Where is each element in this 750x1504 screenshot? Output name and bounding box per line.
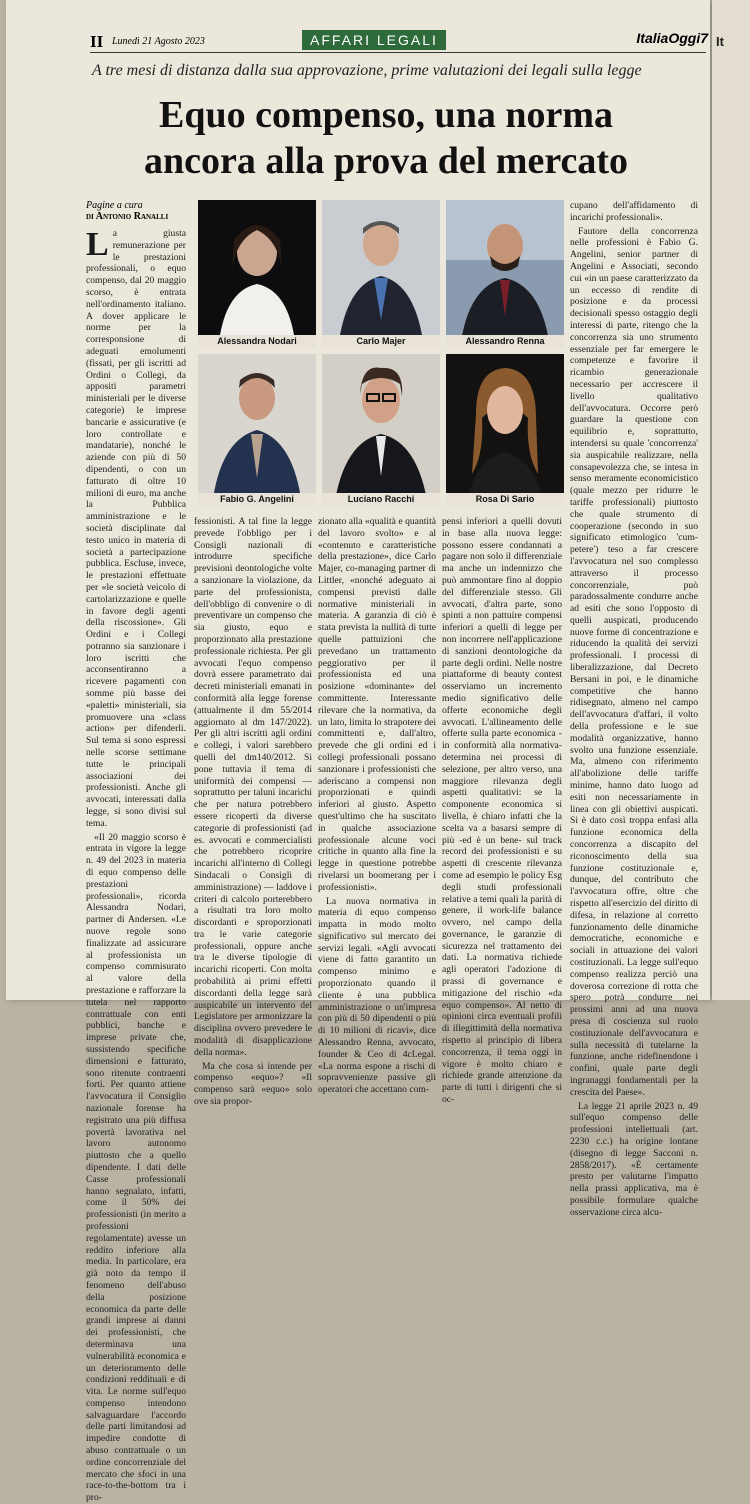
column-4-paragraph-1: pensi inferiori a quelli dovuti in base alla nuova legge: possono essere condannati a pagare non solo il differenziale ma anche un indennizzo che può ammontare fino al doppio del differenziale stesso. Gli avvocati, d'altra parte, sono spinti a non pattuire compensi inferiori a quelli di legge per non incorrere nell'applicazione di sanzioni deontologiche da parte degli ordini. Nelle nostre piattaforme di beauty contest osserviamo un incremento medio significativo delle offerte economiche degli avvocati. L'allineamento delle offerte sulla parte economica - in conformità alla normativa- determina nei processi di selezione, per altro verso, una maggiore rilevanza degli aspetti qualitativi: se la componente economica si livella, è chiaro infatti che la scelta va a basarsi sempre di più -ed è un bene- sul track record dei professionisti e su aspetti di crescente rilevanza come ad esempio le policy Esg degli studi professionali relative a temi quali la parità di genere, il work-life balance ovvero, nel campo della governance, le garanzie di sicurezza nel trattamento dei dati. La normativa richiede agli operatori l'adozione di prassi di governance e mitigazione del rischio «da equo compenso». Al netto di opinioni circa eventuali profili di illegittimità della normativa rispetto al principio di libera concorrenza, il tema oggi in vigore è molto chiaro e richiede grande attenzione da parte di tutti i dirigenti che si oc- [442,516,562,1106]
page-number: II [90,32,104,51]
column-5-paragraph-3: La legge 21 aprile 2023 n. 49 sull'equo compenso delle professioni intellettuali (art. 2230 c.c.) ha origine lontane (disegno di legge Sacconi n. 2858/2017). «È certamente presto per valutarne l'impatto nella prassi applicativa, ma è possibile formulare qualche osservazione circa alcu- [570,1100,698,1218]
article-kicker: A tre mesi di distanza dalla sua approvazione, prime valutazioni dei legali sulla legge [92,62,642,79]
portrait-image [446,354,564,506]
portrait-image [322,200,440,348]
next-page-brand: It [716,34,724,49]
header-rule [90,52,706,53]
photo-carlo-majer [322,200,440,348]
column-3-paragraph-2: La nuova normativa in materia di equo compenso impatta in modo molto significativo sul mercato dei servizi legali. «Agli avvocati viene di fatto garantito un compenso minimo e proporzionato quando il cliente è una pubblica amministrazione o un'impresa con più di 50 dipendenti o più di 10 milioni di ricavi», dice Alessandro Renna, avvocato, founder & Ceo di 4cLegal. «La norma espone a rischi di sopravvenienze passive gli operatori che accettano com- [318,895,436,1096]
photo-caption: Luciano Racchi [322,493,440,506]
article-headline [86,92,686,184]
page-header [84,30,710,52]
column-2-paragraph-1: fessionisti. A tal fine la legge prevede l'obbligo per i Consigli nazionali di introdurre specifiche previsioni deontologiche volte a sanzionare la violazione, da parte del professionista, dell'obbligo di convenire o di preventivare un compenso che sia giusto, equo e proporzionato alla prestazione professionale richiesta. Per gli avvocati l'equo compenso dovrà essere parametrato dai decreti ministeriali emanati in conformità alla legge forense (attualmente il dm 55/2014 aggiornato al dm 147/2022). Per gli altri iscritti agli ordini e collegi, i valori sarebbero quelli del dm140/2012. Si pone tuttavia il tema di uniformità dei compensi — soprattutto per taluni incarichi che per natura potrebbero essere ricoperti da diverse categorie di professionisti (ad es. avvocati e commercialisti che potrebbero ricoprire incarichi all'interno di Collegi Sindacali o Consigli di amministrazione) — laddove i criteri di calcolo porterebbero a risultati tra loro molto discordanti e sproporzionati tra le varie categorie professionali, oppure anche tra le diverse tipologie di incarichi ricoperti. Con molta probabilità ai primi effetti discordanti della legge sarà auspicabile un intervento del Legislatore per armonizzare la disciplina ovvero prevedere le modalità di disapplicazione della norma». [194,516,312,1058]
portrait-image [446,200,564,348]
column-3-paragraph-1: zionato alla «qualità e quantità del lavoro svolto» e al «contenuto e caratteristiche della prestazione», dice Carlo Majer, co-managing partner di Littler, «nonché adeguato ai compensi previsti dalle normative ministeriali in materia. A garanzia di ciò è stata prevista la nullità di tutte quelle pattuizioni che prevedano un trattamento peggiorativo per il professionista ed una posizione «dominante» del committente. Interessante rilevare che la normativa, da un lato, limita lo strapotere dei committenti e, dall'altro, prevede che gli ordini ed i collegi professionali possano sanzionare i professionisti che aderiscano a compensi non proporzionati e quindi inferiori al giusto. Aspetto quest'ultimo che ha suscitato in qualche associazione professionale alcune voci critiche in quanto alla fine la legge in questione potrebbe rivelarsi un boomerang per i professionisti». [318,516,436,893]
article-column-5 [570,200,698,1218]
column-1-paragraph-2: «Il 20 maggio scorso è entrata in vigore la legge n. 49 del 2023 in materia di equo compenso delle prestazioni professionali», ricorda Alessandra Nodari, partner di Andersen. «Le nuove regole sono finalizzate ad assicurare al professionista un compenso commisurato al valore della prestazione e rafforzare la tutela nel rapporto contrattuale con enti pubblici, banche e imprese private che, sussistendo specifiche dimensioni e fatturato, sono ritenute contraenti forti. Per quanto attiene l'avvocatura il Consiglio nazionale forense ha registrato una più diffusa povertà lavorativa nel lavoro autonomo piuttosto che a quello dipendente. I dati delle Casse professionali hanno segnalato, infatti, come il 50% dei professionisti (in merito a professioni regolamentate) avesse un reddito inferiore alla media. In particolare, era già noto da tempo il fenomeno dell'abuso della posizione economica da parte delle grandi imprese ai danni dei professionisti, che determinava una vulnerabilità economica e un deterioramento delle condizioni reddituali e di vita. Le norme sull'equo compenso intendono salvaguardare l'accordo delle parti limitandosi ad impedire condotte di abuso contrattuale o un ordine concorrenziale del mercato che sfoci in una race-to-the-bottom tra i pro- [86,831,186,1504]
column-5-paragraph-2: Fautore della concorrenza nelle professioni è Fabio G. Angelini, senior partner di Angelini e Associati, secondo cui «in un paese caratterizzato da un eccesso di rendite di posizione e da processi decisionali spesso ostaggio degli interessi di parte, ritengo che la concorrenza sia uno strumento essenziale per far emergere le competenze e favorire il ricambio generazionale necessario per accrescere il livello qualitativo dell'avvocatura. Occorre però guardare la questione con equilibrio e, soprattutto, intendersi su quale 'concorrenza' sia auspicabile realizzare, nella consapevolezza che, se intesa in senso meramente economicistico (quale mezzo per ridurre le tariffe professionali) piuttosto che quale strumento di cooperazione (secondo in suo significato etimologico 'cum-petere') teso a far crescere l'avvocatura nel suo complesso attraverso il processo concorrenziale, può paradossalmente condurre anche ad esiti che sono l'opposto di quelli auspicati, producendo nuove forme di concentrazione e riducendo la qualità dei servizi professionali. I processi di liberalizzazione, dal Decreto Bersani in poi, e le dinamiche competitive che hanno ridisegnato, almeno nel campo dell'avvocatura d'affari, il volto della professione e le sue modalità organizzative, hanno svolto una funzione essenziale. Ma, almeno con riferimento all'abolizione delle tariffe minime, hanno dato luogo ad esiti non necessariamente in linea con gli obiettivi auspicati. Si è dato così troppa enfasi alla funzione economica della concorrenza a discapito del riconoscimento della sua funzione costituzionale e, dunque, del contributo che l'avvocatura offre, oltre che rispetto all'esercizio del diritto di difesa, in relazione al corretto funzionamento delle dinamiche democratiche, economiche e sociali in attuazione dei valori costituzionali. La legge sull'equo compenso realizza perciò una doverosa correzione di rotta che spero potrà condurre nei prossimi anni ad una nuova presa di coscienza sul ruolo costituzionale dell'avvocatura e sulla necessità di tutelarne la funzione, anche ridefinendone i confini, quale parte degli ingranaggi fondamentali per la crescita del Paese». [570,225,698,1098]
newspaper-page [6,0,710,1504]
portrait-image [198,200,316,348]
photo-fabio-angelini [198,354,316,506]
portrait-image [198,354,316,506]
photo-caption: Alessandro Renna [446,335,564,348]
article-column-2 [194,516,312,1108]
article-column-3 [318,516,436,1096]
column-2-paragraph-2: Ma che cosa si intende per compenso «equo»? «Il compenso sarà «equo» solo ove sia propor- [194,1060,312,1108]
photo-caption: Alessandra Nodari [198,335,316,348]
photo-luciano-racchi [322,354,440,506]
drop-cap: L [86,226,109,263]
byline-label: Pagine a cura [86,200,143,211]
column-1-paragraph-1: a giusta remunerazione per le prestazioni professionali, o equo compenso, dal 20 maggio scorso, è entrata nell'ordinamento italiano. A dover applicare le norme per la corresponsione di adeguati emolumenti (fissati, per gli iscritti ad Ordini o Collegi, da appositi parametri ministeriali per le diverse categorie) le imprese bancarie e assicurative (e loro controllate e mandatarie), nonché le aziende con più di 50 dipendenti, o con un fatturato di oltre 10 milioni di euro, ma anche la Pubblica amministrazione e le società disciplinate dal testo unico in materia di società a partecipazione pubblica. Escluse, invece, le prestazioni effettuate per «le società veicolo di cartolarizzazione e quelle in favore degli agenti della riscossione». Gli Ordini e i Collegi potranno sia sanzionare i loro iscritti che acconsentiranno a ricevere pagamenti con somme più basse dei «paletti» ministeriali, sia promuovere una «class action» per difenderli. Sul tema si sono espressi nelle scorse settimane tutte le principali associazioni dei professionisti. Anche gli avvocati, interessati dalla legge, si sono divisi sul tema. [86,228,186,829]
article-column-1 [86,226,186,1504]
photo-alessandra-nodari [198,200,316,348]
portrait-image [322,354,440,506]
issue-date: Lunedì 21 Agosto 2023 [112,36,205,47]
article-column-4 [442,516,562,1106]
headline-line-1: Equo compenso, una norma [159,94,613,136]
photo-caption: Fabio G. Angelini [198,493,316,506]
photo-alessandro-renna [446,200,564,348]
next-page-edge [712,0,750,1000]
newspaper-brand: ItaliaOggi7 [636,30,708,46]
headline-line-2: ancora alla prova del mercato [143,140,629,182]
photo-caption: Carlo Majer [322,335,440,348]
column-5-paragraph-1: cupano dell'affidamento di incarichi professionali». [570,200,698,223]
photo-rosa-di-sario [446,354,564,506]
byline-author: di Antonio Ranalli [86,211,169,222]
section-label: AFFARI LEGALI [302,30,446,50]
byline [86,200,186,222]
photo-caption: Rosa Di Sario [446,493,564,506]
